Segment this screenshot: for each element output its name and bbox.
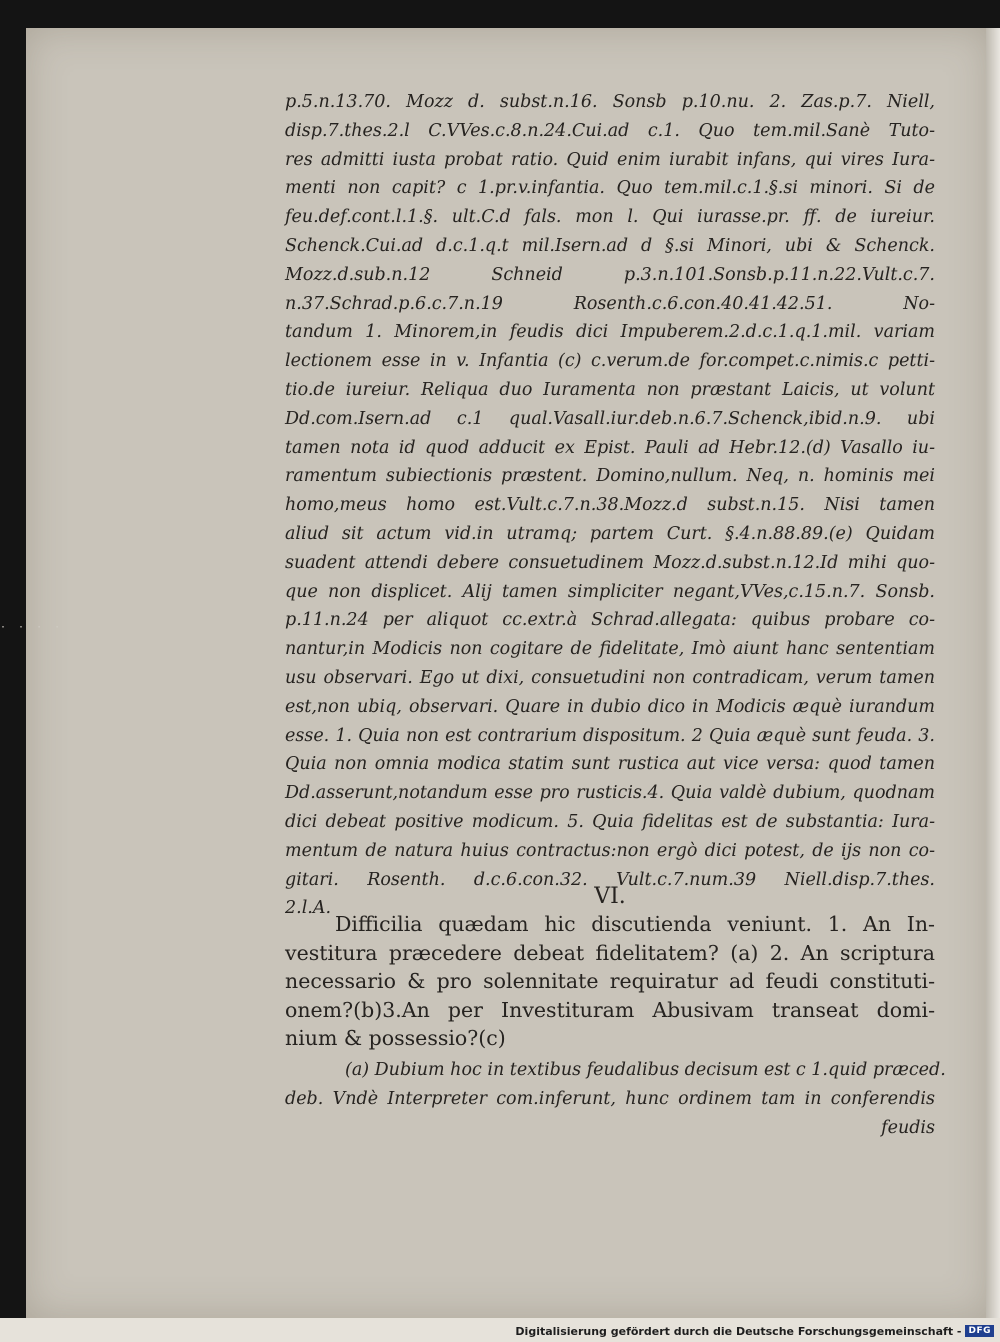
text-line: esse. 1. Quia non est contrarium dispositum. 2 Quia æquè sunt feuda. 3. xyxy=(285,725,935,746)
margin-marks: · · · · xyxy=(0,622,64,633)
text-line: usu observari. Ego ut dixi, consuetudini non contradicam, verum tamen xyxy=(285,667,935,688)
text-line: suadent attendi debere consuetudinem Mozz.d.subst.n.12.Id mihi quo- xyxy=(285,552,935,573)
text-line: tamen nota id quod adducit ex Epist. Pauli ad Hebr.12.(d) Vasallo iu- xyxy=(285,437,935,458)
text-line: Dd.com.Isern.ad c.1 qual.Vasall.iur.deb.n.6.7.Schenck,ibid.n.9. ubi xyxy=(285,408,935,429)
text-line: Mozz.d.sub.n.12 Schneid p.3.n.101.Sonsb.p.11.n.22.Vult.c.7. xyxy=(285,264,935,285)
text-line: feudis xyxy=(881,1117,935,1138)
text-line: aliud sit actum vid.in utramq; partem Curt. §.4.n.88.89.(e) Quidam xyxy=(285,523,935,544)
text-line: p.11.n.24 per aliquot cc.extr.à Schrad.allegata: quibus probare co- xyxy=(285,610,935,631)
dfg-logo-icon: DFG xyxy=(965,1325,994,1337)
text-line: ramentum subiectionis præstent. Domino,nullum. Neq, n. hominis mei xyxy=(285,466,935,487)
text-line: vestitura præcedere debeat fidelitatem? (a) 2. An scriptura xyxy=(285,940,935,965)
text-line: necessario & pro solennitate requiratur ad feudi constituti- xyxy=(285,969,935,993)
page-edge xyxy=(986,28,1000,1318)
text-line: homo,meus homo est.Vult.c.7.n.38.Mozz.d subst.n.15. Nisi tamen xyxy=(285,495,935,516)
text-line: Schenck.Cui.ad d.c.1.q.t mil.Isern.ad d §.si Minori, ubi & Schenck. xyxy=(285,235,935,256)
text-line: Quia non omnia modica statim sunt rustica aut vice versa: quod tamen xyxy=(285,754,935,775)
text-line: n.37.Schrad.p.6.c.7.n.19 Rosenth.c.6.con.40.41.42.51. No- xyxy=(285,293,935,314)
footnote-block xyxy=(285,1056,946,1142)
text-line: 2.l.A. xyxy=(285,898,332,919)
credit-text: Digitalisierung gefördert durch die Deutsche Forschungsgemeinschaft - xyxy=(515,1324,962,1338)
text-line: mentum de natura huius contractus:non ergò dici potest, de ijs non co- xyxy=(285,840,935,861)
text-line: disp.7.thes.2.l C.VVes.c.8.n.24.Cui.ad c.1. Quo tem.mil.Sanè Tuto- xyxy=(285,120,935,141)
text-line: res admitti iusta probat ratio. Quid enim iurabit infans, qui vires Iura- xyxy=(285,149,935,170)
text-line: tandum 1. Minorem,in feudis dici Impuberem.2.d.c.1.q.1.mil. variam xyxy=(285,322,935,343)
section-heading: VI. xyxy=(594,884,626,909)
text-line: nium & possessio?(c) xyxy=(285,1026,506,1050)
text-line: onem?(b)3.An per Investituram Abusivam transeat domi- xyxy=(285,997,935,1022)
body-paragraph xyxy=(285,910,935,1053)
text-line: deb. Vndè Interpreter com.inferunt, hunc ordinem tam in conferendis xyxy=(285,1088,935,1109)
text-line: que non displicet. Alij tamen simpliciter negant,VVes,c.15.n.7. Sonsb. xyxy=(285,581,935,602)
annotation-block xyxy=(285,88,935,923)
text-line: tio.de iureiur. Reliqua duo Iuramenta non præstant Laicis, ut volunt xyxy=(285,379,935,400)
text-line: (a) Dubium hoc in textibus feudalibus decisum est c 1.quid præced. xyxy=(345,1060,946,1080)
text-line: Dd.asserunt,notandum esse pro rusticis.4. Quia valdè dubium, quodnam xyxy=(285,783,935,804)
text-line: gitari. Rosenth. d.c.6.con.32. Vult.c.7.num.39 Niell.disp.7.thes. xyxy=(285,869,935,890)
text-line: menti non capit? c 1.pr.v.infantia. Quo tem.mil.c.1.§.si minori. Si de xyxy=(285,178,935,199)
text-line: dici debeat positive modicum. 5. Quia fidelitas est de substantia: Iura- xyxy=(285,811,935,832)
text-line: nantur,in Modicis non cogitare de fidelitate, Imò aiunt hanc sententiam xyxy=(285,639,935,660)
text-line: lectionem esse in v. Infantia (c) c.verum.de for.compet.c.nimis.c petti- xyxy=(285,351,935,372)
text-line: feu.def.cont.l.1.§. ult.C.d fals. mon l. Qui iurasse.pr. ff. de iureiur. xyxy=(285,207,935,228)
text-line: Difficilia quædam hic discutienda veniunt. 1. An In- xyxy=(335,912,935,936)
digitization-credit xyxy=(515,1322,994,1340)
text-line: est,non ubiq, observari. Quare in dubio dico in Modicis æquè iurandum xyxy=(285,696,935,717)
text-line: p.5.n.13.70. Mozz d. subst.n.16. Sonsb p.10.nu. 2. Zas.p.7. Niell, xyxy=(285,92,935,112)
